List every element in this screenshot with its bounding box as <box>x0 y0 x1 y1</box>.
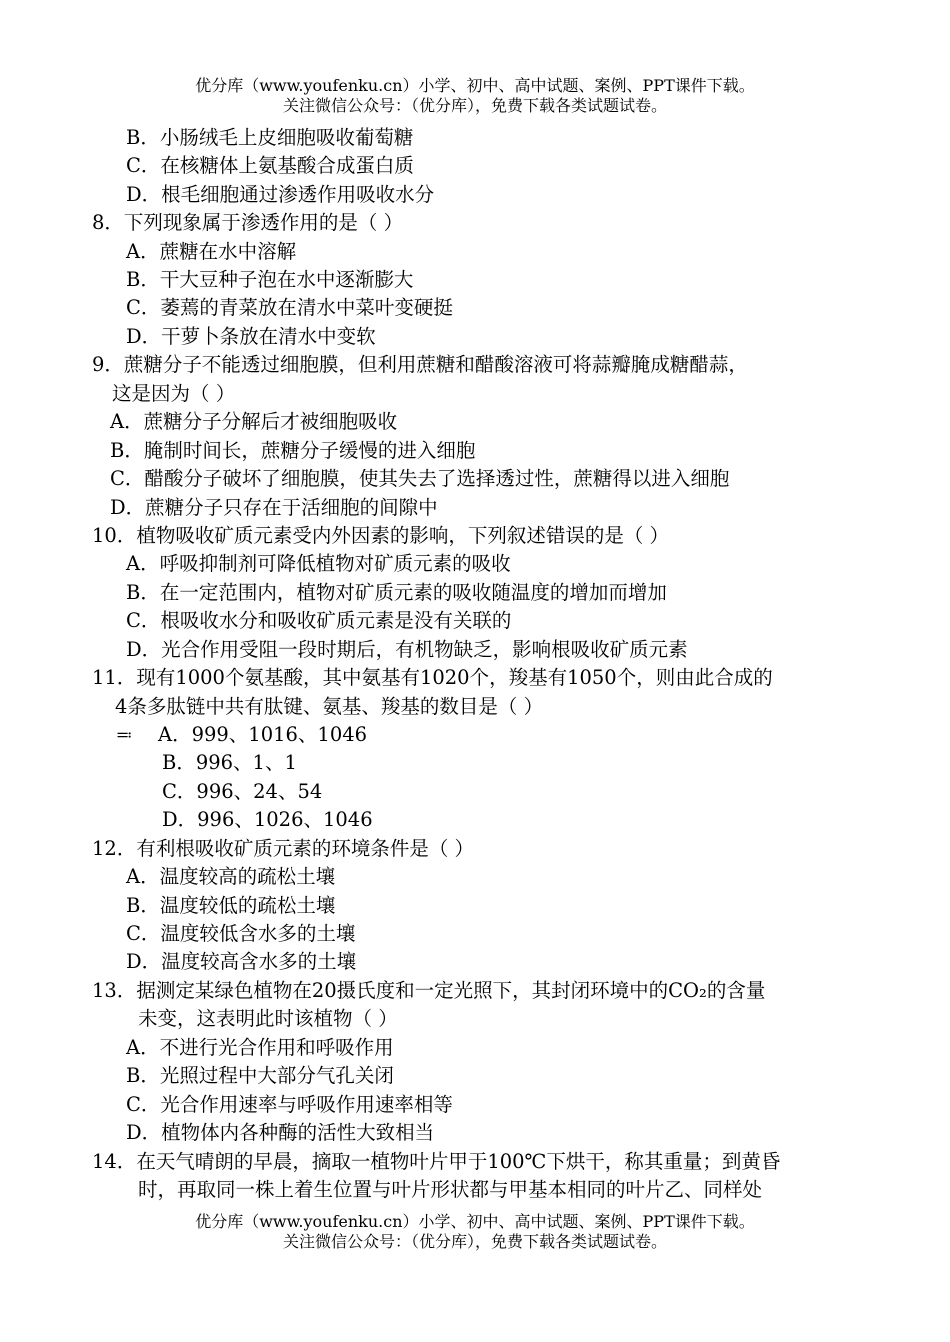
q11-option-c: C．996、24、54 <box>162 780 323 803</box>
q8-option-c: C．萎蔫的青菜放在清水中菜叶变硬挺 <box>126 296 453 319</box>
q12-option-d: D．温度较高含水多的土壤 <box>126 950 357 973</box>
q11-stem-line-2: 4条多肽链中共有肽键、氨基、羧基的数目是（ ） <box>115 695 544 718</box>
q9-option-b: B．腌制时间长，蔗糖分子缓慢的进入细胞 <box>110 439 476 462</box>
q11-option-b: B．996、1、1 <box>162 751 297 774</box>
q12-stem: 12．有利根吸收矿质元素的环境条件是（ ） <box>92 837 475 860</box>
q8-option-a: A．蔗糖在水中溶解 <box>126 240 297 263</box>
q13-option-b: B．光照过程中大部分气孔关闭 <box>126 1064 394 1087</box>
q11-stray-mark: ≕ <box>116 725 133 744</box>
q8-option-d: D．干萝卜条放在清水中变软 <box>126 325 376 348</box>
footer-line-2: 关注微信公众号：（优分库），免费下载各类试题试卷。 <box>282 1232 667 1251</box>
page-header <box>0 76 950 116</box>
q9-stem-line-2: 这是因为（ ） <box>112 382 236 405</box>
footer-line-1: 优分库（www.youfenku.cn）小学、初中、高中试题、案例、PPT课件下载。 <box>195 1212 755 1231</box>
page-footer <box>0 1212 950 1252</box>
q12-option-a: A．温度较高的疏松土壤 <box>126 865 336 888</box>
q9-stem-line-1: 9．蔗糖分子不能透过细胞膜，但利用蔗糖和醋酸溶液可将蒜瓣腌成糖醋蒜， <box>92 353 748 376</box>
q14-stem-line-2: 时，再取同一株上着生位置与叶片形状都与甲基本相同的叶片乙、同样处 <box>138 1178 763 1201</box>
q10-option-b: B．在一定范围内，植物对矿质元素的吸收随温度的增加而增加 <box>126 581 667 604</box>
q13-stem-line-1: 13．据测定某绿色植物在20摄氏度和一定光照下，其封闭环境中的CO₂的含量 <box>92 979 766 1002</box>
q8-option-b: B．干大豆种子泡在水中逐渐膨大 <box>126 268 414 291</box>
q9-option-d: D．蔗糖分子只存在于活细胞的间隙中 <box>110 496 438 519</box>
q8-stem: 8．下列现象属于渗透作用的是（ ） <box>92 211 404 234</box>
q12-option-c: C．温度较低含水多的土壤 <box>126 922 356 945</box>
q13-stem-line-2: 未变，这表明此时该植物（ ） <box>138 1007 398 1030</box>
q7-option-d: D．根毛细胞通过渗透作用吸收水分 <box>126 183 435 206</box>
q10-option-c: C．根吸收水分和吸收矿质元素是没有关联的 <box>126 609 512 632</box>
q9-option-a: A．蔗糖分子分解后才被细胞吸收 <box>110 410 398 433</box>
header-line-1: 优分库（www.youfenku.cn）小学、初中、高中试题、案例、PPT课件下载。 <box>195 76 755 95</box>
q13-option-a: A．不进行光合作用和呼吸作用 <box>126 1036 394 1059</box>
q9-option-c: C．醋酸分子破坏了细胞膜，使其失去了选择透过性，蔗糖得以进入细胞 <box>110 467 730 490</box>
q12-option-b: B．温度较低的疏松土壤 <box>126 894 336 917</box>
header-line-2: 关注微信公众号：（优分库），免费下载各类试题试卷。 <box>282 96 667 115</box>
q11-option-a: A．999、1016、1046 <box>158 723 368 746</box>
q13-option-d: D．植物体内各种酶的活性大致相当 <box>126 1121 435 1144</box>
q14-stem-line-1: 14．在天气晴朗的早晨，摘取一植物叶片甲于100℃下烘干，称其重量；到黄昏 <box>92 1150 781 1173</box>
q7-option-c: C．在核糖体上氨基酸合成蛋白质 <box>126 154 414 177</box>
q10-option-d: D．光合作用受阻一段时期后，有机物缺乏，影响根吸收矿质元素 <box>126 638 688 661</box>
q7-option-b: B．小肠绒毛上皮细胞吸收葡萄糖 <box>126 126 414 149</box>
q13-option-c: C．光合作用速率与呼吸作用速率相等 <box>126 1093 453 1116</box>
q10-option-a: A．呼吸抑制剂可降低植物对矿质元素的吸收 <box>126 552 511 575</box>
q10-stem: 10．植物吸收矿质元素受内外因素的影响，下列叙述错误的是（ ） <box>92 524 670 547</box>
q11-option-d: D．996、1026、1046 <box>162 808 373 831</box>
q11-stem-line-1: 11．现有1000个氨基酸，其中氨基有1020个，羧基有1050个，则由此合成的 <box>92 666 773 689</box>
